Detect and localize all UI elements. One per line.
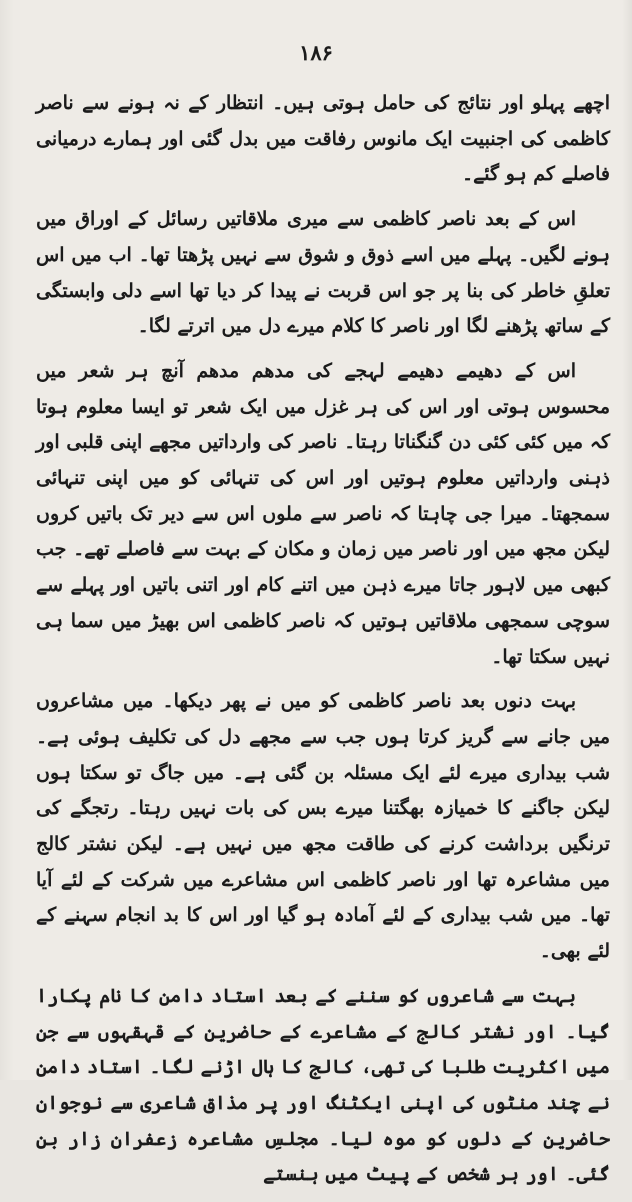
page-number: ۱۸۶: [299, 40, 333, 65]
paragraph: بہت دنوں بعد ناصر کاظمی کو میں نے پھر دیکھا۔ میں مشاعروں میں جانے سے گریز کرتا ہوں جب سے مجھے دل کی تکلیف ہوئی ہے۔ شب بیداری میرے لئے ایک مسئلہ بن گئی ہے۔ میں جاگ تو سکتا ہوں لیکن جاگنے کا خمیازہ بھگتنا میرے بس کی بات نہیں رہتا۔ رتجگے کی ترنگیں برداشت کرنے کی طاقت مجھ میں نہیں ہے۔ لیکن نشتر کالج میں مشاعرہ تھا اور ناصر کاظمی اس مشاعرے میں شرکت کے لئے آیا تھا۔ میں شب بیداری کے لئے آمادہ ہو گیا اور اس کا بد انجام سہنے کے لئے بھی۔: [36, 690, 610, 963]
paragraph: اس کے بعد ناصر کاظمی سے میری ملاقاتیں رسائل کے اوراق میں ہونے لگیں۔ پہلے میں اسے ذوق و شوق سے نہیں پڑھتا تھا۔ اب میں اس تعلقِ خاطر کی بنا پر جو اس قربت نے پیدا کر دیا تھا اسے دلی وابستگی کے ساتھ پڑھنے لگا اور ناصر کا کلام میرے دل میں اترتے لگا۔: [36, 208, 610, 338]
page-body-text: [36, 86, 610, 1202]
paragraph: اس کے دھیمے دھیمے لہجے کی مدھم مدھم آنچ ہر شعر میں محسوس ہوتی اور اس کی ہر غزل میں ایک شعر تو ایسا معلوم ہوتا کہ میں کئی کئی دن گنگناتا رہتا۔ ناصر کی وارداتیں مجھے اپنی قلبی اور ذہنی وارداتیں معلوم ہوتیں اور اس کی تنہائی کو میں اپنی تنہائی سمجھتا۔ میرا جی چاہتا کہ ناصر سے ملوں اس سے دیر تک باتیں کروں لیکن مجھ میں اور ناصر میں زمان و مکان کے بہت سے فاصلے تھے۔ جب کبھی میں لاہور جاتا میرے ذہن میں اتنے کام اور اتنی باتیں اور پہلے سے سوچی سمجھی ملاقاتیں ہوتیں کہ ناصر کاظمی اس بھیڑ میں سما ہی نہیں سکتا تھا۔: [36, 359, 610, 668]
paragraph: اچھے پہلو اور نتائج کی حامل ہوتی ہیں۔ انتظار کے نہ ہونے سے ناصر کاظمی کی اجنبیت ایک مانوس رفاقت میں بدل گئی اور ہمارے درمیانی فاصلے کم ہو گئے۔: [36, 92, 610, 186]
paragraph: بہت سے شاعروں کو سننے کے بعد استاد دامن کا نام پکارا گیا۔ اور نشتر کالج کے مشاعرے کے حاضرین کے قہقہوں سے جن میں اکثریت طلبا کی تھی، کالج کا ہال اڑنے لگا۔ استاد دامن نے چند منٹوں کی اپنی ایکٹنگ اور پر مذاق شاعری سے نوجوان حاضرین کے دلوں کو موہ لیا۔ مجلسِ مشاعرہ زعفران زار بن گئی۔ اور ہر شخص کے پیٹ میں ہنستے: [36, 984, 610, 1186]
